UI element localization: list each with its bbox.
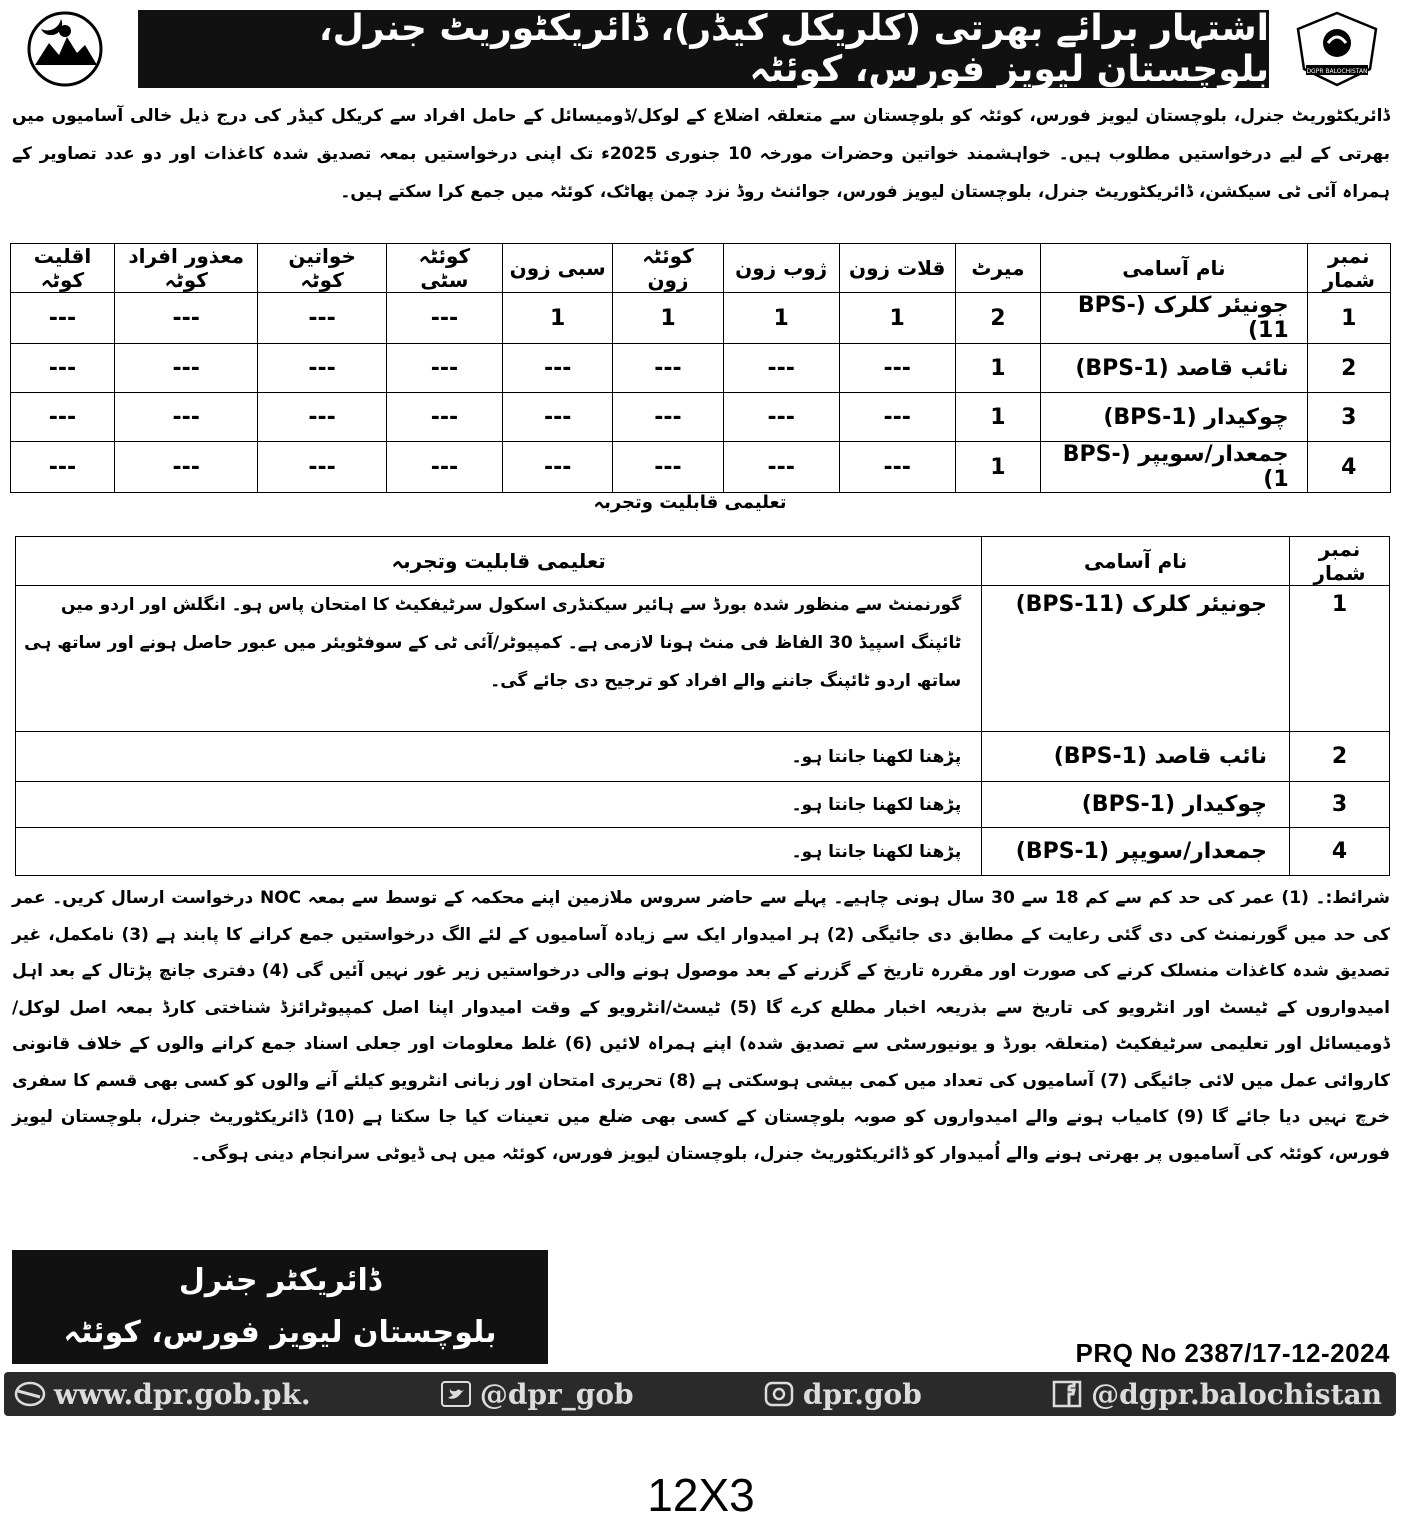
table-cell: جونیئر کلرک (BPS-11) — [982, 586, 1290, 732]
qualification-table — [15, 536, 1390, 876]
table-cell: 2 — [1307, 344, 1390, 393]
table-row — [16, 782, 1390, 828]
table-cell: --- — [723, 442, 839, 493]
prq-number: PRQ No 2387/17-12-2024 — [1075, 1338, 1390, 1368]
table-cell: پڑھنا لکھنا جانتا ہو۔ — [16, 782, 982, 828]
table-cell: --- — [11, 393, 115, 442]
table-cell: --- — [386, 393, 502, 442]
table-cell: --- — [258, 344, 386, 393]
footer-bar — [4, 1372, 1396, 1416]
conditions-paragraph: شرائط:۔ (1) عمر کی حد کم سے کم 18 سے 30 سال ہونی چاہیے۔ پہلے سے حاضر سروس ملازمین اپنے محکمہ کے توسط سے بمعہ NOC درخواست ارسال کریں۔ عمر کی حد میں گورنمنٹ کی دی گئی رعایت کے مطابق دی جائیگی (2) ہر امیدوار ایک سے زیادہ آسامیوں کے لئے الگ درخواستیں جمع کرانے کا پابند ہے (3) نامکمل، غیر تصدیق شدہ کاغذات منسلک کرنے کی صورت اور مقررہ تاریخ کے گزرنے کے بعد موصول ہونے والی درخواستیں زیر غور نہیں آئیں گی (4) دفتری جانچ پڑتال کے بعد اہل امیدواروں کے ٹیسٹ اور انٹرویو کی تاریخ سے بذریعہ اخبار مطلع کرے گا (5) ٹیسٹ/انٹرویو کے وقت امیدوار اپنا اصل کمپیوٹرائزڈ شناختی کارڈ بمعہ اصل لوکل/ڈومیسائل اور تعلیمی سرٹیفکیٹ (متعلقہ بورڈ و یونیورسٹی سے تصدیق شدہ) اپنے ہمراہ لائیں (6) غلط معلومات اور جعلی اسناد جمع کرانے والوں کے خلاف قانونی کاروائی عمل میں لائی جائیگی (7) آسامیوں کی تعداد میں کمی بیشی ہوسکتی ہے (8) تحریری امتحان اور زبانی انٹرویو کیلئے آنے والوں کو کسی بھی قسم کا سفری خرچ نہیں دیا جائے گا (9) کامیاب ہونے والے امیدواروں کو صوبہ بلوچستان کے کسی بھی ضلع میں تعینات کیا جا سکتا ہے (10) ڈائریکٹوریٹ جنرل، بلوچستان لیویز فورس، کوئٹہ کی آسامیوں پر بھرتی ہونے والے اُمیدوار کو ڈائریکٹوریٹ جنرل، بلوچستان لیویز فورس، کوئٹہ میں ہی ڈیوٹی سرانجام دینی ہوگی۔ — [12, 888, 1391, 1164]
table-cell: جمعدار/سویپر (BPS-1) — [1041, 442, 1308, 493]
ad-size-label: 12X3 — [647, 1469, 755, 1521]
table-row — [11, 293, 1391, 344]
col-quetta-city: کوئٹہ سٹی — [386, 244, 502, 293]
twitter-handle[interactable]: @dpr_gob — [479, 1377, 634, 1411]
table-cell: --- — [613, 344, 723, 393]
twitter-icon — [440, 1379, 472, 1409]
col-quetta-zone: کوئٹہ زون — [613, 244, 723, 293]
table-cell: 1 — [723, 293, 839, 344]
table-cell: پڑھنا لکھنا جانتا ہو۔ — [16, 732, 982, 782]
vacancy-header-row — [11, 244, 1391, 293]
table-cell: --- — [258, 393, 386, 442]
table-cell: --- — [503, 344, 613, 393]
table-cell: 3 — [1307, 393, 1390, 442]
col-zhob-zone: ژوب زون — [723, 244, 839, 293]
table-cell: جونیئر کلرک (BPS-11) — [1041, 293, 1308, 344]
vacancy-table — [10, 243, 1391, 493]
logo-caption: DGPR BALOCHISTAN — [1306, 68, 1368, 75]
instagram-handle[interactable]: dpr.gob — [802, 1377, 922, 1411]
footer-instagram[interactable] — [763, 1378, 922, 1411]
table-cell: --- — [11, 442, 115, 493]
balochistan-levies-logo — [16, 8, 114, 90]
table-cell: --- — [503, 393, 613, 442]
footer-website[interactable] — [14, 1378, 311, 1411]
table-cell: 1 — [955, 442, 1040, 493]
table-cell: نائب قاصد (BPS-1) — [982, 732, 1290, 782]
website-link[interactable]: www.dpr.gob.pk. — [54, 1377, 311, 1411]
col-post: نام آسامی — [982, 537, 1290, 586]
table-cell: --- — [114, 344, 258, 393]
table-cell: --- — [258, 442, 386, 493]
col-disabled-quota: معذور افراد کوٹہ — [114, 244, 258, 293]
table-cell: --- — [503, 442, 613, 493]
table-cell: --- — [114, 442, 258, 493]
table-row — [16, 828, 1390, 876]
col-qualification: تعلیمی قابلیت وتجربہ — [16, 537, 982, 586]
table-cell: --- — [114, 393, 258, 442]
table-cell: --- — [11, 293, 115, 344]
col-serial: نمبر شمار — [1290, 537, 1390, 586]
instagram-icon — [763, 1379, 795, 1409]
facebook-icon — [1051, 1379, 1083, 1409]
footer-twitter[interactable] — [440, 1378, 634, 1411]
col-sibi-zone: سبی زون — [503, 244, 613, 293]
qualification-header-row — [16, 537, 1390, 586]
table-row — [11, 344, 1391, 393]
globe-icon — [14, 1379, 46, 1409]
table-cell: 1 — [613, 293, 723, 344]
table-cell: --- — [839, 393, 955, 442]
table-row — [16, 586, 1390, 732]
col-post: نام آسامی — [1041, 244, 1308, 293]
table-cell: جمعدار/سویپر (BPS-1) — [982, 828, 1290, 876]
table-cell: --- — [386, 293, 502, 344]
table-cell: --- — [386, 442, 502, 493]
table-cell: گورنمنٹ سے منظور شدہ بورڈ سے ہائیر سیکنڈری اسکول سرٹیفکیٹ کا امتحان پاس ہو۔ انگلش اور اردو میں ٹائپنگ اسپیڈ 30 الفاظ فی منٹ ہونا لازمی ہے۔ کمپیوٹر/آئی ٹی کے سوفٹویئر میں عبور حاصل ہونے اور ساتھ ہی ساتھ اردو ٹائپنگ جاننے والے افراد کو ترجیح دی جائے گی۔ — [16, 586, 982, 732]
footer-facebook[interactable] — [1051, 1378, 1382, 1411]
table-cell: --- — [11, 344, 115, 393]
signature-title: ڈائریکٹر جنرل — [178, 1263, 382, 1298]
col-kalat-zone: قلات زون — [839, 244, 955, 293]
dgpr-balochistan-logo — [1288, 8, 1386, 90]
table-cell: --- — [839, 344, 955, 393]
table-cell: 4 — [1307, 442, 1390, 493]
table-cell: --- — [723, 344, 839, 393]
table-cell: --- — [613, 393, 723, 442]
table-cell: --- — [723, 393, 839, 442]
table-cell: 3 — [1290, 782, 1390, 828]
table-cell: 2 — [1290, 732, 1390, 782]
intro-paragraph: ڈائریکٹوریٹ جنرل، بلوچستان لیویز فورس، کوئٹہ کو بلوچستان سے متعلقہ اضلاع کے لوکل/ڈومیسائل کے حامل افراد سے کریکل کیڈر کی درج ذیل خالی آسامیوں میں بھرتی کے لیے درخواستیں مطلوب ہیں۔ خواہشمند خواتین وحضرات مورخہ 10 جنوری 2025ء تک اپنی درخواستیں بمعہ تصدیق شدہ کاغذات اور دو عدد تصاویر کے ہمراہ آئی ٹی سیکشن، ڈائریکٹوریٹ جنرل، بلوچستان لیویز فورس، جوائنٹ روڈ نزد چمن پھاٹک، کوئٹہ میں جمع کرا سکتے ہیں۔ — [12, 106, 1390, 202]
signature-block — [12, 1250, 548, 1364]
signature-organization: بلوچستان لیویز فورس، کوئٹہ — [63, 1315, 497, 1350]
table-cell: 1 — [839, 293, 955, 344]
table-cell: پڑھنا لکھنا جانتا ہو۔ — [16, 828, 982, 876]
table-row — [16, 732, 1390, 782]
ad-title: اشتہار برائے بھرتی (کلریکل کیڈر)، ڈائریکٹوریٹ جنرل، بلوچستان لیویز فورس، کوئٹہ — [138, 10, 1269, 88]
table-cell: 4 — [1290, 828, 1390, 876]
table-cell: --- — [613, 442, 723, 493]
table-cell: --- — [258, 293, 386, 344]
table-cell: 1 — [1290, 586, 1390, 732]
table-cell: --- — [114, 293, 258, 344]
table-row — [11, 442, 1391, 493]
col-minority-quota: اقلیت کوٹہ — [11, 244, 115, 293]
table-cell: 1 — [1307, 293, 1390, 344]
table-cell: 1 — [955, 393, 1040, 442]
col-merit: میرٹ — [955, 244, 1040, 293]
qualification-caption: تعلیمی قابلیت وتجربہ — [593, 492, 787, 513]
table-cell: --- — [839, 442, 955, 493]
table-cell: 1 — [955, 344, 1040, 393]
col-serial: نمبر شمار — [1307, 244, 1390, 293]
table-cell: نائب قاصد (BPS-1) — [1041, 344, 1308, 393]
table-row — [11, 393, 1391, 442]
table-cell: --- — [386, 344, 502, 393]
table-cell: 1 — [503, 293, 613, 344]
table-cell: چوکیدار (BPS-1) — [1041, 393, 1308, 442]
facebook-handle[interactable]: @dgpr.balochistan — [1091, 1377, 1382, 1411]
table-cell: 2 — [955, 293, 1040, 344]
table-cell: چوکیدار (BPS-1) — [982, 782, 1290, 828]
col-women-quota: خواتین کوٹہ — [258, 244, 386, 293]
